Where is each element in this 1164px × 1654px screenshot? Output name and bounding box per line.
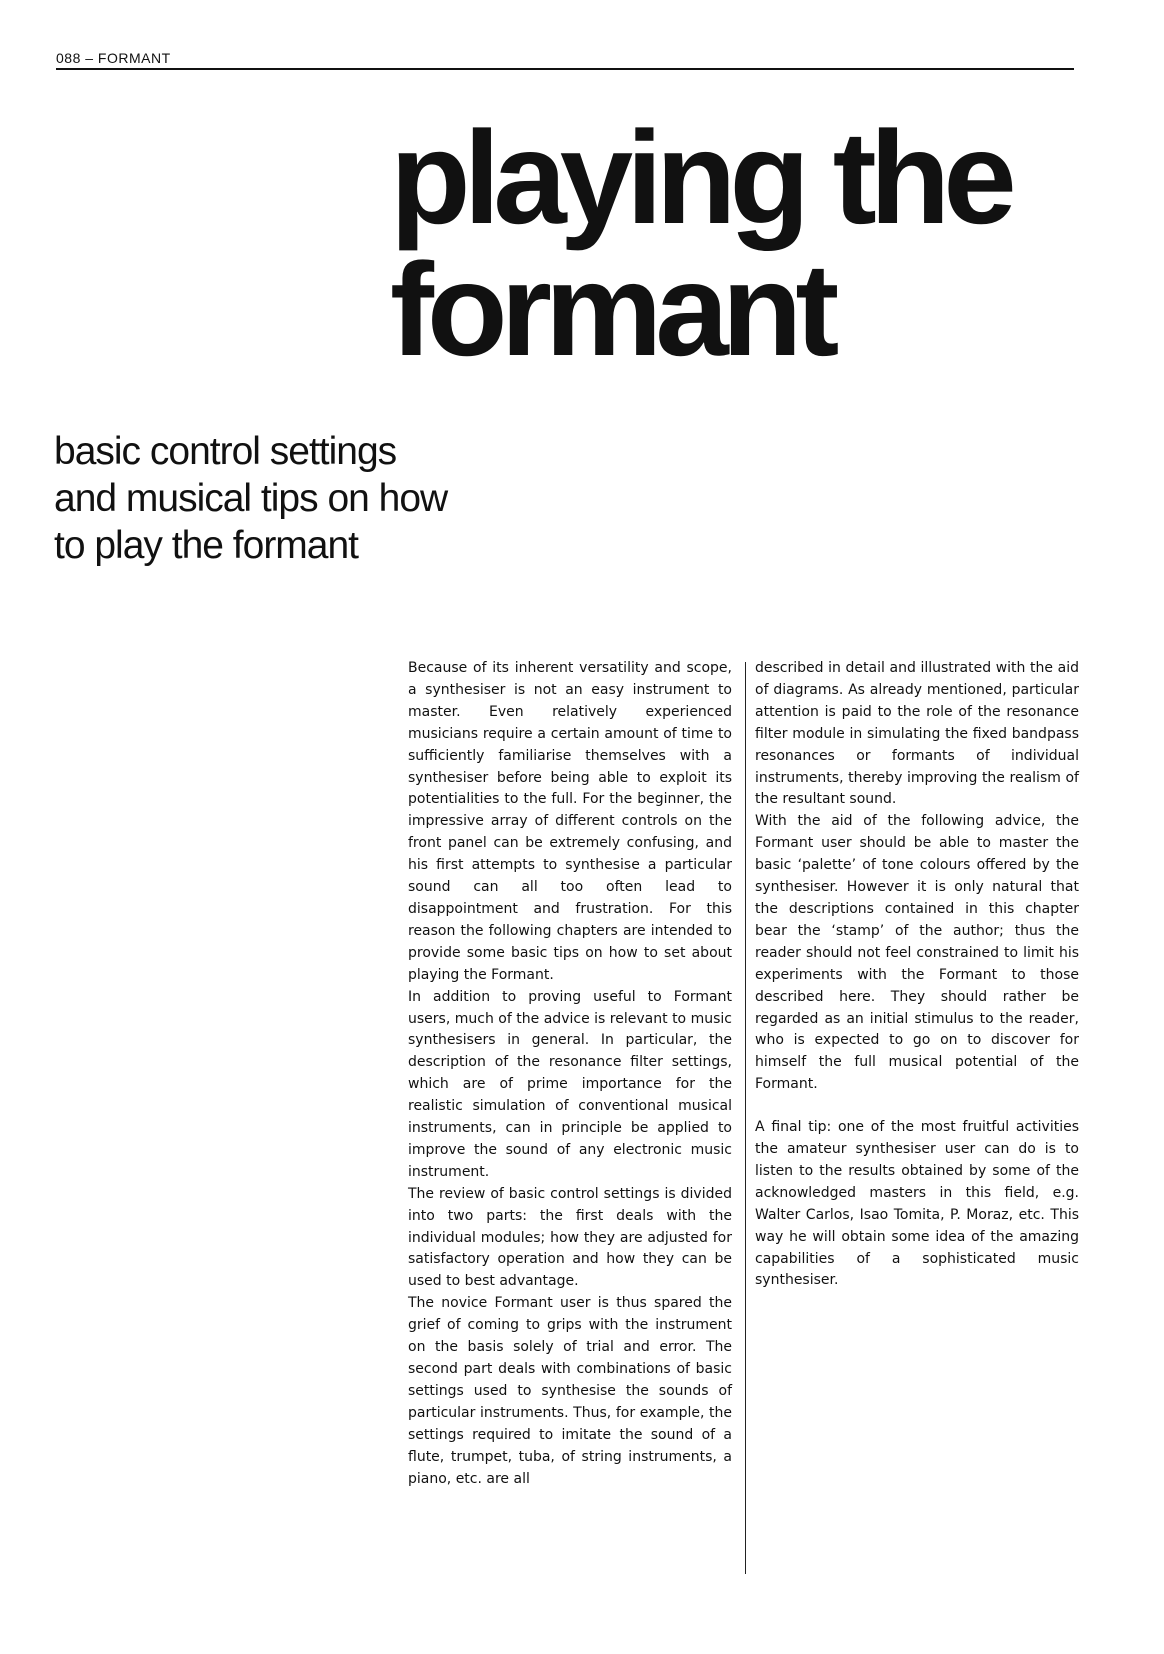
column-divider — [745, 662, 746, 1574]
subtitle-line-1: basic control settings — [54, 430, 397, 473]
paragraph: The novice Formant user is thus spared the grief of coming to grips with the instrument on the basis solely of trial and error. The second part deals with combinations of basic settings used to synthesise the sounds of particular instruments. Thus, for example, the settings required to imitate the sound of a flute, trumpet, tuba, of string instruments, a piano, etc. are all — [408, 1295, 732, 1487]
header-rule — [56, 68, 1074, 70]
page-title — [390, 104, 1010, 383]
paragraph: The review of basic control settings is divided into two parts: the first deals with the individual modules; how they are adjusted for satisfactory operation and how they can be used to best advantage. — [408, 1185, 732, 1290]
subtitle — [54, 428, 447, 569]
paragraph: Because of its inherent versatility and scope, a synthesiser is not an easy instrument to master. Even relatively experienced musicians require a certain amount of time to sufficiently familiarise themselves with a synthesiser before being able to exploit its potentialities to the full. For the beginner, the impressive array of different controls on the front panel can be extremely confusing, and his first attempts to synthesise a particular sound can all too often lead to disappointment and frustration. For this reason the following chapters are intended to provide some basic tips on how to set about playing the Formant. — [408, 660, 732, 983]
running-head: 088 – FORMANT — [56, 50, 171, 66]
page-title-line-1: playing the — [390, 104, 1010, 251]
page-title-line-2: formant — [390, 236, 833, 383]
paragraph: With the aid of the following advice, the Formant user should be able to master the basic ‘palette’ of tone colours offered by the synthesiser. However it is only natural that the descriptions contained in this chapter bear the ‘stamp’ of the author; thus the reader should not feel constrained to limit his experiments with the Formant to those described here. They should rather be regarded as an initial stimulus to the reader, who is expected to go on to discover for himself the full musical potential of the Formant. — [755, 813, 1079, 1093]
paragraph: described in detail and illustrated with the aid of diagrams. As already mentioned, particular attention is paid to the role of the resonance filter module in simulating the fixed bandpass resonances or formants of individual instruments, thereby improving the realism of the resultant sound. — [755, 660, 1079, 808]
body-column-left — [408, 658, 732, 1490]
paragraph: A final tip: one of the most fruitful activities the amateur synthesiser user can do is to listen to the results obtained by some of the acknowledged masters in this field, e.g. Walter Carlos, Isao Tomita, P. Moraz, etc. This way he will obtain some idea of the amazing capabilities of a sophisticated music synthesiser. — [755, 1119, 1079, 1289]
paragraph: In addition to proving useful to Formant users, much of the advice is relevant to music synthesisers in general. In particular, the description of the resonance filter settings, which are of prime importance for the realistic simulation of conventional musical instruments, can in principle be applied to improve the sound of any electronic music instrument. — [408, 988, 732, 1180]
subtitle-line-2: and musical tips on how — [54, 477, 448, 520]
body-column-right — [755, 658, 1079, 1292]
subtitle-line-3: to play the formant — [54, 524, 359, 567]
